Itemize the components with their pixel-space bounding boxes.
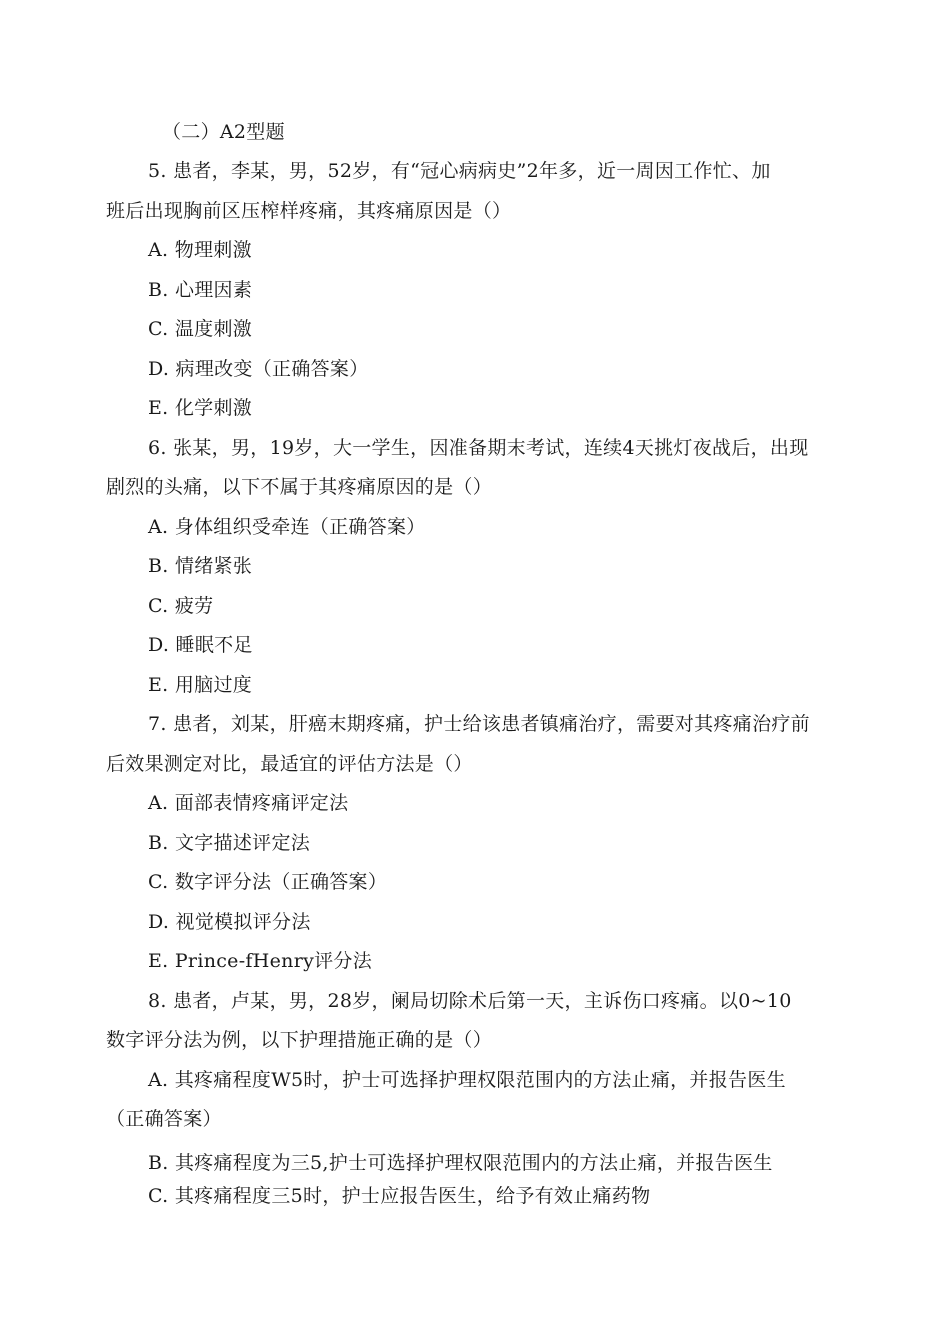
question-8-option-b: B. 其疼痛程度为三5,护士可选择护理权限范围内的方法止痛，并报告医生 bbox=[148, 1152, 773, 1174]
question-7-stem-line1: 7. 患者，刘某，肝癌末期疼痛，护士给该患者镇痛治疗，需要对其疼痛治疗前 bbox=[148, 713, 810, 735]
question-8-stem-line1: 8. 患者，卢某，男，28岁，阑局切除术后第一天，主诉伤口疼痛。以0~10 bbox=[148, 990, 792, 1012]
question-8-option-c: C. 其疼痛程度三5时，护士应报告医生，给予有效止痛药物 bbox=[148, 1185, 651, 1207]
question-5-option-e: E. 化学刺激 bbox=[148, 397, 253, 419]
question-7-option-e: E. Prince-fHenry评分法 bbox=[148, 950, 373, 972]
question-6-option-b: B. 情绪紧张 bbox=[148, 555, 253, 577]
question-5-stem-line2: 班后出现胸前区压榨样疼痛，其疼痛原因是（） bbox=[106, 200, 512, 222]
question-6-option-e: E. 用脑过度 bbox=[148, 674, 253, 696]
section-title: （二）A2型题 bbox=[162, 121, 285, 143]
question-5-option-a: A. 物理刺激 bbox=[148, 239, 252, 261]
question-6-stem-line1: 6. 张某，男，19岁，大一学生，因准备期末考试，连续4天挑灯夜战后，出现 bbox=[148, 437, 809, 459]
question-6-option-a: A. 身体组织受牵连（正确答案） bbox=[148, 516, 426, 538]
question-7-stem-line2: 后效果测定对比，最适宜的评估方法是（） bbox=[106, 753, 473, 775]
question-8-stem-line2: 数字评分法为例，以下护理措施正确的是（） bbox=[106, 1029, 493, 1051]
question-7-option-d: D. 视觉模拟评分法 bbox=[148, 911, 311, 933]
question-5-stem-line1: 5. 患者，李某，男，52岁，有“冠心病病史”2年多，近一周因工作忙、加 bbox=[148, 160, 771, 182]
question-6-stem-line2: 剧烈的头痛，以下不属于其疼痛原因的是（） bbox=[106, 476, 493, 498]
question-6-option-d: D. 睡眠不足 bbox=[148, 634, 253, 656]
question-7-option-a: A. 面部表情疼痛评定法 bbox=[148, 792, 349, 814]
question-7-option-b: B. 文字描述评定法 bbox=[148, 832, 311, 854]
question-5-option-d: D. 病理改变（正确答案） bbox=[148, 358, 369, 380]
question-6-option-c: C. 疲劳 bbox=[148, 595, 214, 617]
question-8-option-a: A. 其疼痛程度W5时，护士可选择护理权限范围内的方法止痛，并报告医生 bbox=[148, 1069, 786, 1091]
question-5-option-c: C. 温度刺激 bbox=[148, 318, 253, 340]
question-5-option-b: B. 心理因素 bbox=[148, 279, 253, 301]
question-8-option-a-continuation: （正确答案） bbox=[106, 1108, 222, 1130]
question-7-option-c: C. 数字评分法（正确答案） bbox=[148, 871, 388, 893]
